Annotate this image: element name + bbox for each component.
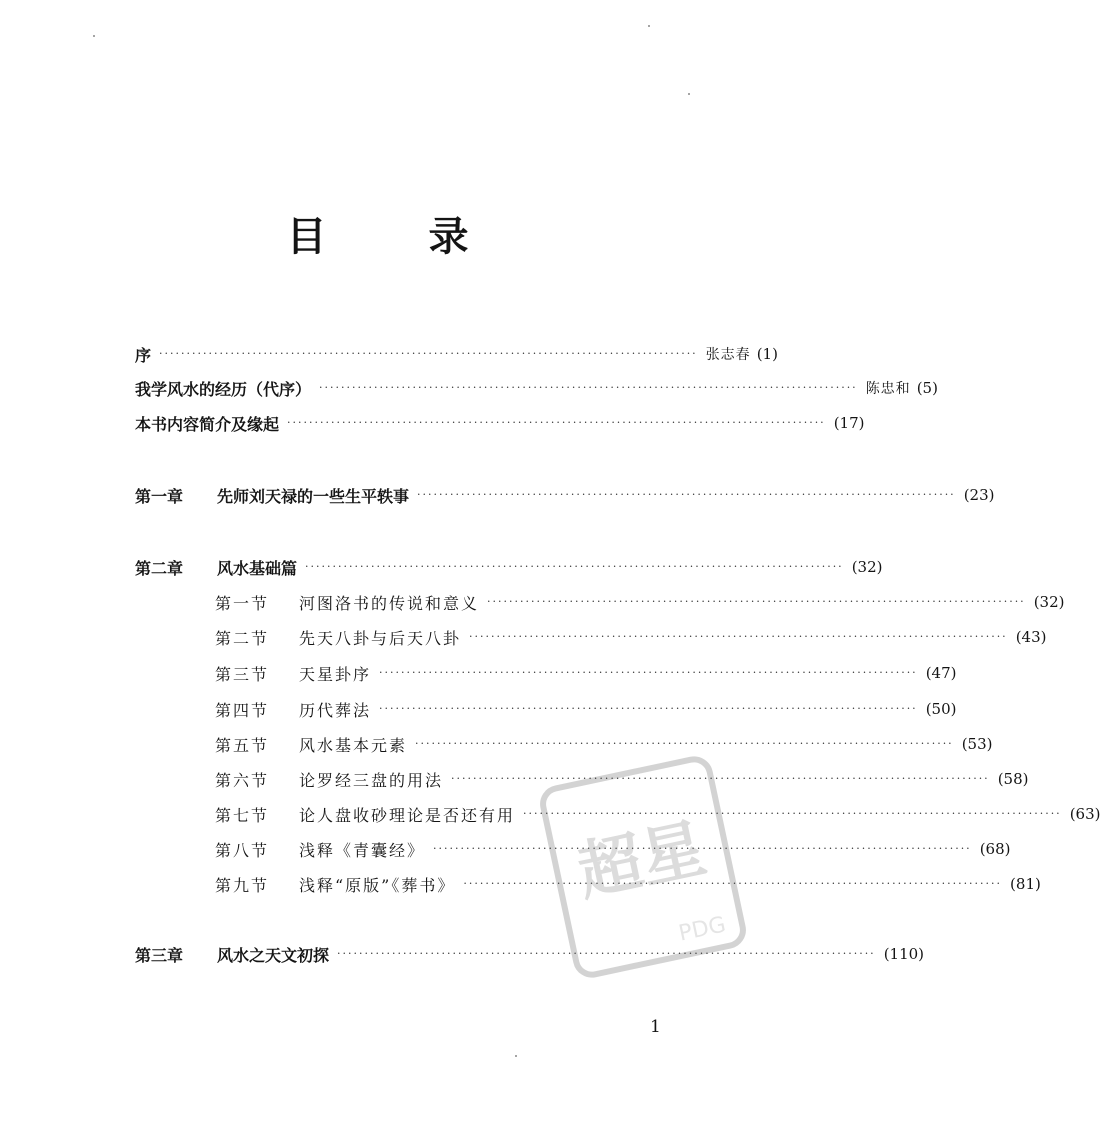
toc-entry-page: (68): [979, 840, 1011, 858]
section-title: 先天八卦与后天八卦: [299, 628, 462, 648]
section-title: 天星卦序: [299, 664, 372, 684]
toc-entry-page: (43): [1015, 628, 1047, 646]
section-number: 第七节: [215, 805, 270, 825]
section-title: 论罗经三盘的用法: [299, 770, 444, 790]
toc-entry-page: (110): [883, 945, 925, 963]
chapter-number: 第一章: [135, 486, 184, 506]
watermark-pdg-text: PDG: [676, 912, 729, 947]
seal-glyphs: 超星: [571, 811, 713, 911]
chapter-title: 风水之天文初探: [217, 945, 330, 965]
toc-entry-page: (1): [756, 345, 778, 363]
toc-entry-introduction[interactable]: [135, 411, 865, 435]
toc-entry-page: (50): [925, 700, 957, 718]
toc-section-2[interactable]: [215, 625, 1047, 649]
toc-section-1[interactable]: [215, 590, 1065, 614]
leader-dots: ··································································································: [337, 947, 876, 960]
section-number: 第六节: [215, 770, 270, 790]
leader-dots: ··································································································: [319, 381, 858, 394]
watermark-seal: [538, 752, 748, 982]
leader-dots: ··································································································: [159, 347, 698, 360]
toc-chapter-2[interactable]: [135, 555, 883, 579]
toc-entry-author: 张志春: [705, 347, 751, 363]
toc-entry-page: (17): [833, 414, 865, 432]
section-number: 第九节: [215, 875, 270, 895]
toc-entry-label: 我学风水的经历（代序）: [135, 379, 312, 399]
leader-dots: ··································································································: [487, 595, 1026, 608]
toc-entry-author: 陈忠和: [865, 381, 911, 397]
section-number: 第三节: [215, 664, 270, 684]
leader-dots: ··································································································: [305, 560, 844, 573]
leader-dots: ··································································································: [451, 772, 990, 785]
leader-dots: ··································································································: [417, 488, 956, 501]
scan-speck: [93, 35, 95, 37]
leader-dots: ··································································································: [433, 842, 972, 855]
scan-speck: [688, 93, 690, 95]
section-title: 风水基本元素: [299, 735, 408, 755]
toc-entry-page: (53): [961, 735, 993, 753]
section-title: 历代葬法: [299, 700, 372, 720]
toc-entry-label: 序: [135, 345, 152, 365]
section-title: 论人盘收砂理论是否还有用: [299, 805, 516, 825]
leader-dots: ··································································································: [469, 630, 1008, 643]
toc-section-3[interactable]: [215, 661, 957, 685]
chapter-number: 第三章: [135, 945, 184, 965]
section-number: 第五节: [215, 735, 270, 755]
toc-entry-page: (32): [1033, 593, 1065, 611]
section-title: 浅释“原版”《葬书》: [299, 875, 456, 895]
scan-speck: [515, 1055, 517, 1057]
leader-dots: ··································································································: [463, 877, 1003, 890]
toc-entry-page: (58): [997, 770, 1029, 788]
toc-entry-preface[interactable]: [135, 342, 778, 366]
toc-entry-page: (32): [851, 558, 883, 576]
toc-entry-page: (81): [1010, 875, 1041, 893]
section-number: 第八节: [215, 840, 270, 860]
section-title: 河图洛书的传说和意义: [299, 593, 480, 613]
section-number: 第四节: [215, 700, 270, 720]
leader-dots: ··································································································: [379, 702, 918, 715]
leader-dots: ··································································································: [287, 416, 826, 429]
toc-entry-label: 本书内容简介及缘起: [135, 414, 280, 434]
toc-entry-page: (5): [916, 379, 938, 397]
toc-chapter-1[interactable]: [135, 483, 995, 507]
chapter-title: 先师刘天禄的一些生平轶事: [217, 486, 410, 506]
toc-entry-page: (63): [1069, 805, 1100, 823]
section-number: 第一节: [215, 593, 270, 613]
page-title: 目 录: [286, 214, 513, 260]
section-number: 第二节: [215, 628, 270, 648]
toc-entry-page: (47): [925, 664, 957, 682]
toc-entry-page: (23): [963, 486, 995, 504]
leader-dots: ··································································································: [379, 666, 918, 679]
scan-speck: [648, 25, 650, 27]
section-title: 浅释《青囊经》: [299, 840, 426, 860]
page-number: 1: [650, 1017, 661, 1037]
leader-dots: ··································································································: [415, 737, 954, 750]
toc-section-4[interactable]: [215, 697, 957, 721]
leader-dots: ··································································································: [523, 807, 1062, 820]
toc-entry-foreword[interactable]: [135, 376, 938, 400]
chapter-title: 风水基础篇: [217, 558, 298, 578]
chapter-number: 第二章: [135, 558, 184, 578]
